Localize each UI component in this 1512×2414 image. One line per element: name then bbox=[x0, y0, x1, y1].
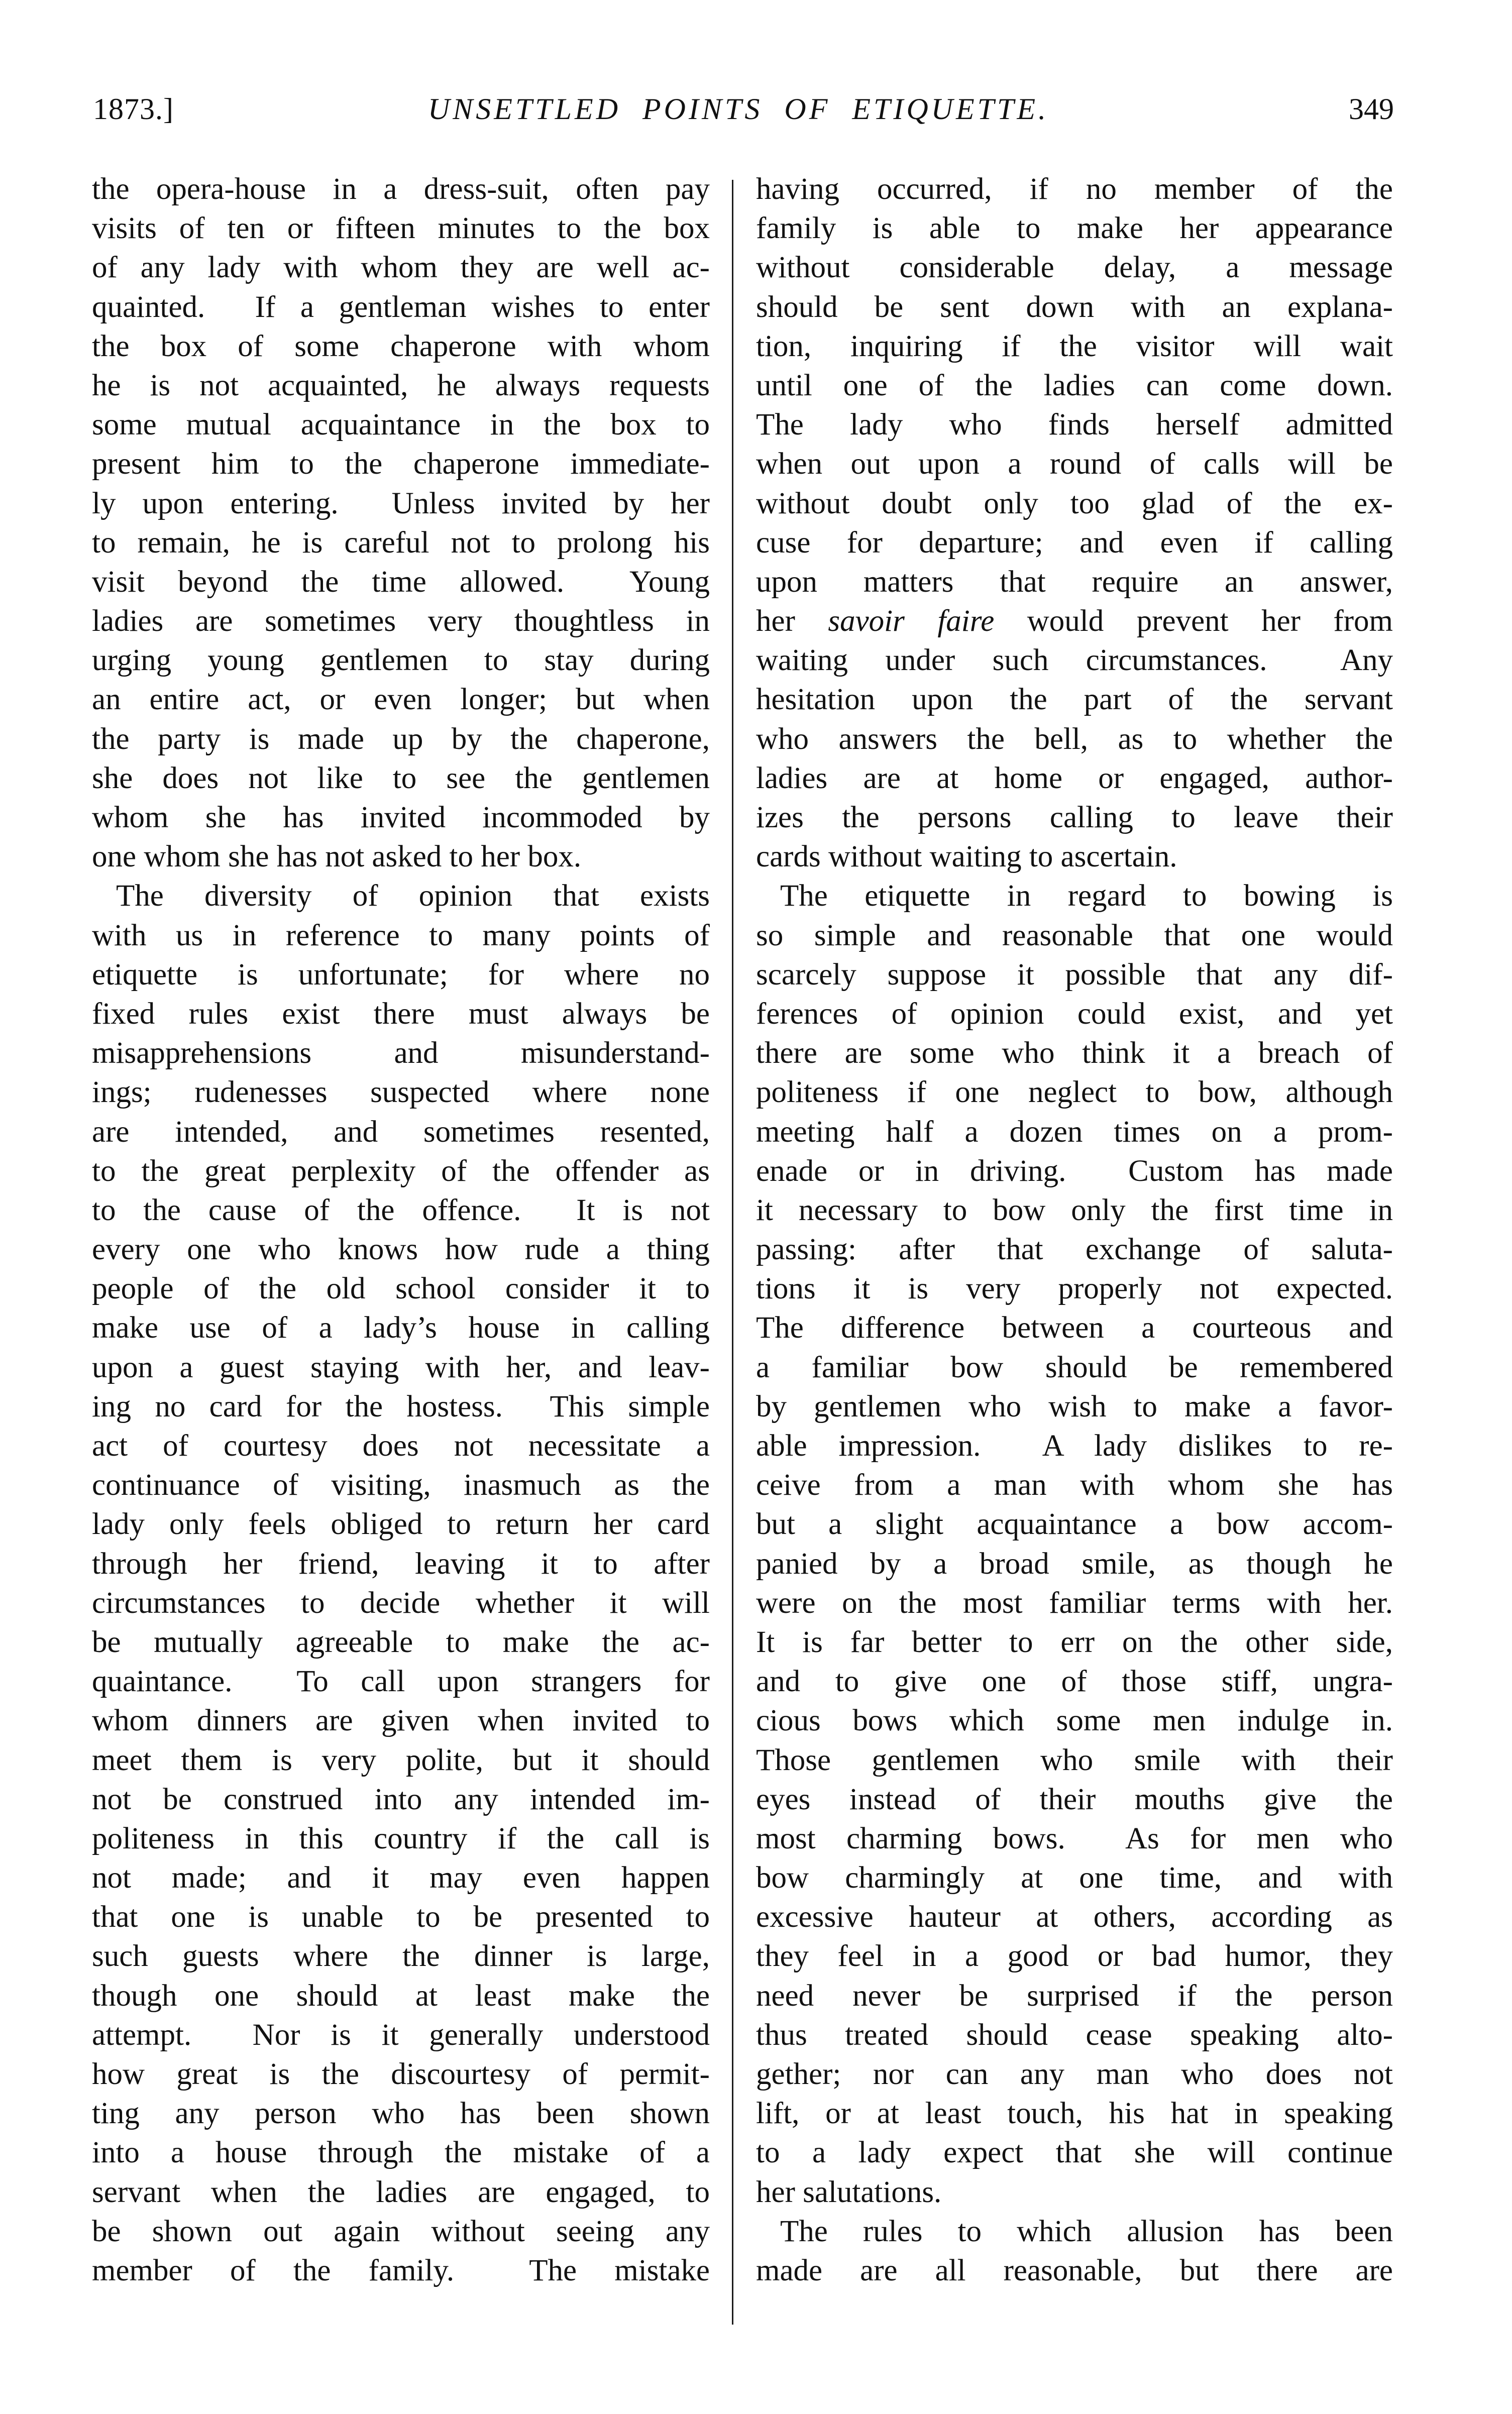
text-line: the box of some chaperone with whom bbox=[92, 329, 710, 363]
text-line: able impression. A lady dislikes to re- bbox=[756, 1429, 1393, 1463]
text-line: by gentlemen who wish to make a favor- bbox=[756, 1389, 1393, 1423]
text-line: whom she has invited incommoded by bbox=[92, 801, 710, 834]
text-line: until one of the ladies can come down. bbox=[756, 368, 1393, 402]
text-line: meeting half a dozen times on a prom- bbox=[756, 1115, 1393, 1149]
text-line: when out upon a round of calls will be bbox=[756, 447, 1393, 481]
text-line: but a slight acquaintance a bow accom- bbox=[756, 1507, 1393, 1542]
text-line: waiting under such circumstances. Any bbox=[756, 643, 1393, 678]
text-line: without considerable delay, a message bbox=[756, 251, 1393, 285]
text-line: most charming bows. As for men who bbox=[756, 1821, 1393, 1855]
text-line: member of the family. The mistake bbox=[92, 2253, 710, 2287]
text-line: and to give one of those stiff, ungra- bbox=[756, 1665, 1393, 1699]
text-line: people of the old school consider it to bbox=[92, 1272, 710, 1306]
text-line: The lady who finds herself admitted bbox=[756, 408, 1393, 442]
text-line: passing: after that exchange of saluta- bbox=[756, 1233, 1393, 1267]
text-line: thus treated should cease speaking alto- bbox=[756, 2018, 1393, 2052]
text-line: urging young gentlemen to stay during bbox=[92, 643, 710, 678]
text-line: ferences of opinion could exist, and yet bbox=[756, 997, 1393, 1031]
text-line: one whom she has not asked to her box. bbox=[92, 840, 582, 874]
text-line: upon a guest staying with her, and leav- bbox=[92, 1350, 710, 1384]
text-line: to the cause of the offence. It is not bbox=[92, 1193, 710, 1227]
running-head-title: UNSETTLED POINTS OF ETIQUETTE. bbox=[427, 92, 1049, 126]
text-line: ting any person who has been shown bbox=[92, 2097, 710, 2131]
text-line: cious bows which some men indulge in. bbox=[756, 1704, 1393, 1738]
text-line: meet them is very polite, but it should bbox=[92, 1743, 710, 1777]
text-run: would prevent her from bbox=[994, 604, 1393, 638]
text-line: her salutations. bbox=[756, 2175, 942, 2209]
text-line: The rules to which allusion has been bbox=[780, 2214, 1393, 2248]
text-line: present him to the chaperone immediate- bbox=[92, 447, 710, 481]
text-run: her bbox=[756, 604, 828, 638]
text-line: are intended, and sometimes resented, bbox=[92, 1115, 710, 1149]
text-line: made are all reasonable, but there are bbox=[756, 2253, 1393, 2287]
text-line: misapprehensions and misunderstand- bbox=[92, 1036, 710, 1070]
text-line: need never be surprised if the person bbox=[756, 1979, 1393, 2013]
text-line: through her friend, leaving it to after bbox=[92, 1547, 710, 1581]
text-line: every one who knows how rude a thing bbox=[92, 1233, 710, 1267]
text-line: who answers the bell, as to whether the bbox=[756, 722, 1393, 756]
text-line: tion, inquiring if the visitor will wait bbox=[756, 329, 1393, 363]
text-line: bow charmingly at one time, and with bbox=[756, 1861, 1393, 1895]
text-column-right bbox=[756, 170, 1393, 2290]
text-line: be mutually agreeable to make the ac- bbox=[92, 1625, 710, 1659]
text-line: were on the most familiar terms with her. bbox=[756, 1586, 1393, 1620]
text-line: servant when the ladies are engaged, to bbox=[92, 2175, 710, 2209]
text-line: cards without waiting to ascertain. bbox=[756, 840, 1177, 874]
text-line: circumstances to decide whether it will bbox=[92, 1586, 710, 1620]
text-line: upon matters that require an answer, bbox=[756, 565, 1393, 599]
text-line: they feel in a good or bad humor, they bbox=[756, 1939, 1393, 1973]
page-number: 349 bbox=[1349, 92, 1394, 126]
text-line: ladies are at home or engaged, author- bbox=[756, 761, 1393, 795]
text-line: excessive hauteur at others, according as bbox=[756, 1900, 1393, 1934]
text-line: ceive from a man with whom she has bbox=[756, 1468, 1393, 1502]
text-line: so simple and reasonable that one would bbox=[756, 918, 1393, 952]
text-line: Those gentlemen who smile with their bbox=[756, 1743, 1393, 1777]
text-line: into a house through the mistake of a bbox=[92, 2136, 710, 2170]
text-line: whom dinners are given when invited to bbox=[92, 1704, 710, 1738]
text-line bbox=[756, 602, 1393, 641]
text-line: not made; and it may even happen bbox=[92, 1861, 710, 1895]
text-line: continuance of visiting, inasmuch as the bbox=[92, 1468, 710, 1502]
text-line: attempt. Nor is it generally understood bbox=[92, 2018, 710, 2052]
text-line: without doubt only too glad of the ex- bbox=[756, 486, 1393, 520]
text-line: an entire act, or even longer; but when bbox=[92, 683, 710, 717]
text-line: ing no card for the hostess. This simple bbox=[92, 1389, 710, 1423]
text-line: of any lady with whom they are well ac- bbox=[92, 251, 710, 285]
text-line: a familiar bow should be remembered bbox=[756, 1350, 1393, 1384]
text-line: panied by a broad smile, as though he bbox=[756, 1547, 1393, 1581]
text-line: lift, or at least touch, his hat in speaking bbox=[756, 2097, 1393, 2131]
text-line: it necessary to bow only the first time in bbox=[756, 1193, 1393, 1227]
text-line: visits of ten or fifteen minutes to the box bbox=[92, 211, 710, 246]
text-line: the party is made up by the chaperone, bbox=[92, 722, 710, 756]
text-line: izes the persons calling to leave their bbox=[756, 801, 1393, 834]
text-line: fixed rules exist there must always be bbox=[92, 997, 710, 1031]
text-line: quainted. If a gentleman wishes to enter bbox=[92, 290, 710, 324]
text-line: hesitation upon the part of the servant bbox=[756, 683, 1393, 717]
text-line: lady only feels obliged to return her card bbox=[92, 1507, 710, 1542]
text-line: she does not like to see the gentlemen bbox=[92, 761, 710, 795]
text-line: not be construed into any intended im- bbox=[92, 1782, 710, 1816]
text-line: tions it is very properly not expected. bbox=[756, 1272, 1393, 1306]
text-line: make use of a lady’s house in calling bbox=[92, 1311, 710, 1345]
text-line: that one is unable to be presented to bbox=[92, 1900, 710, 1934]
text-line: eyes instead of their mouths give the bbox=[756, 1782, 1393, 1816]
text-line: the opera-house in a dress-suit, often pay bbox=[92, 172, 710, 206]
text-line: to a lady expect that she will continue bbox=[756, 2136, 1393, 2170]
text-line: family is able to make her appearance bbox=[756, 211, 1393, 246]
text-line: cuse for departure; and even if calling bbox=[756, 525, 1393, 560]
text-line: having occurred, if no member of the bbox=[756, 172, 1393, 206]
text-line: enade or in driving. Custom has made bbox=[756, 1154, 1393, 1188]
text-line: etiquette is unfortunate; for where no bbox=[92, 957, 710, 992]
text-line: some mutual acquaintance in the box to bbox=[92, 408, 710, 442]
text-line: politeness in this country if the call is bbox=[92, 1821, 710, 1855]
text-line: The difference between a courteous and bbox=[756, 1311, 1393, 1345]
text-line: politeness if one neglect to bow, although bbox=[756, 1075, 1393, 1110]
text-line: how great is the discourtesy of permit- bbox=[92, 2057, 710, 2091]
text-line: though one should at least make the bbox=[92, 1979, 710, 2013]
text-line: with us in reference to many points of bbox=[92, 918, 710, 952]
text-line: gether; nor can any man who does not bbox=[756, 2057, 1393, 2091]
text-line: be shown out again without seeing any bbox=[92, 2214, 710, 2248]
text-line: ly upon entering. Unless invited by her bbox=[92, 486, 710, 520]
text-line: should be sent down with an explana- bbox=[756, 290, 1393, 324]
text-line: he is not acquainted, he always requests bbox=[92, 368, 710, 402]
text-line: ladies are sometimes very thoughtless in bbox=[92, 604, 710, 638]
text-column-left bbox=[92, 170, 710, 2290]
italic-phrase: savoir faire bbox=[828, 604, 995, 638]
running-head-year: 1873.] bbox=[93, 92, 174, 126]
text-line: visit beyond the time allowed. Young bbox=[92, 565, 710, 599]
text-line: scarcely suppose it possible that any dif- bbox=[756, 957, 1393, 992]
text-line: The etiquette in regard to bowing is bbox=[780, 879, 1393, 913]
text-line: to the great perplexity of the offender as bbox=[92, 1154, 710, 1188]
text-line: to remain, he is careful not to prolong his bbox=[92, 525, 710, 560]
text-line: ings; rudenesses suspected where none bbox=[92, 1075, 710, 1110]
text-line: there are some who think it a breach of bbox=[756, 1036, 1393, 1070]
running-head bbox=[0, 86, 1512, 132]
text-line: quaintance. To call upon strangers for bbox=[92, 1665, 710, 1699]
text-line: act of courtesy does not necessitate a bbox=[92, 1429, 710, 1463]
text-line: The diversity of opinion that exists bbox=[116, 879, 710, 913]
text-line: such guests where the dinner is large, bbox=[92, 1939, 710, 1973]
text-line: It is far better to err on the other side, bbox=[756, 1625, 1393, 1659]
column-rule bbox=[732, 180, 733, 2325]
